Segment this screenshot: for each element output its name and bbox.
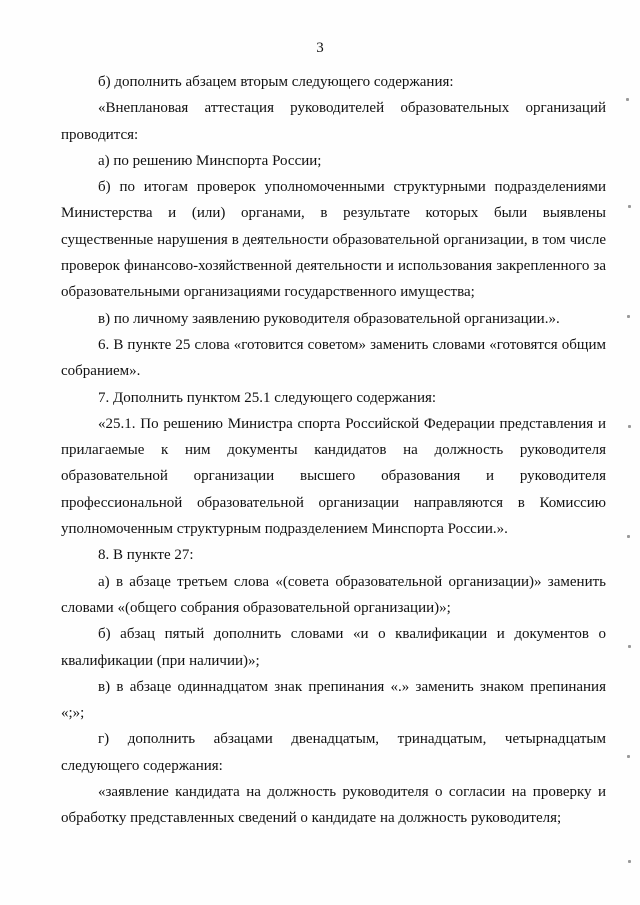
paragraph: «Внеплановая аттестация руководителей образовательных организаций проводится:	[61, 100, 606, 143]
document-body	[61, 69, 606, 832]
paragraph: 8. В пункте 27:	[98, 547, 194, 564]
scan-margin-mark	[626, 98, 629, 101]
paragraph: а) в абзаце третьем слова «(совета образовательной организации)» заменить словами «(общего собрания образовательной организации)»;	[61, 573, 606, 616]
scan-margin-mark	[627, 535, 630, 538]
paragraph: 6. В пункте 25 слова «готовится советом» заменить словами «готовятся общим собранием».	[61, 336, 606, 380]
scan-margin-mark	[627, 755, 630, 758]
paragraph: «заявление кандидата на должность руководителя о согласии на проверку и обработку представленных сведений о кандидате на должность руководителя;	[61, 784, 606, 827]
paragraph: в) по личному заявлению руководителя образовательной организации.».	[98, 310, 560, 327]
paragraph: б) абзац пятый дополнить словами «и о квалификации и документов о квалификации (при наличии)»;	[61, 626, 606, 669]
paragraph: б) по итогам проверок уполномоченными структурными подразделениями Министерства и (или) органами, в результате которых были выявлены существенные нарушения в деятельности образовательной организации, в том числе проверок финансово-хозяйственной деятельности и использования закрепленного за образовательными организациями государственного имущества;	[61, 179, 606, 301]
scan-margin-mark	[628, 205, 631, 208]
paragraph: 7. Дополнить пунктом 25.1 следующего содержания:	[98, 389, 437, 406]
paragraph: в) в абзаце одиннадцатом знак препинания «.» заменить знаком препинания «;»;	[61, 678, 606, 722]
scan-margin-mark	[627, 315, 630, 318]
scan-margin-mark	[628, 645, 631, 648]
scan-margin-mark	[628, 425, 631, 428]
paragraph: г) дополнить абзацами двенадцатым, тринадцатым, четырнадцатым следующего содержания:	[61, 731, 606, 774]
paragraph: «25.1. По решению Министра спорта Российской Федерации представления и прилагаемые к ним документы кандидатов на должность руководителя образовательной организации высшего образования и руководителя профессиональной образовательной организации направляются в Комиссию уполномоченным структурным подразделением Минспорта России.».	[61, 415, 606, 538]
paragraph: б) дополнить абзацем вторым следующего содержания:	[98, 74, 454, 90]
paragraph: а) по решению Минспорта России;	[98, 152, 322, 169]
page-number: 3	[316, 40, 324, 56]
scan-margin-mark	[628, 860, 631, 863]
